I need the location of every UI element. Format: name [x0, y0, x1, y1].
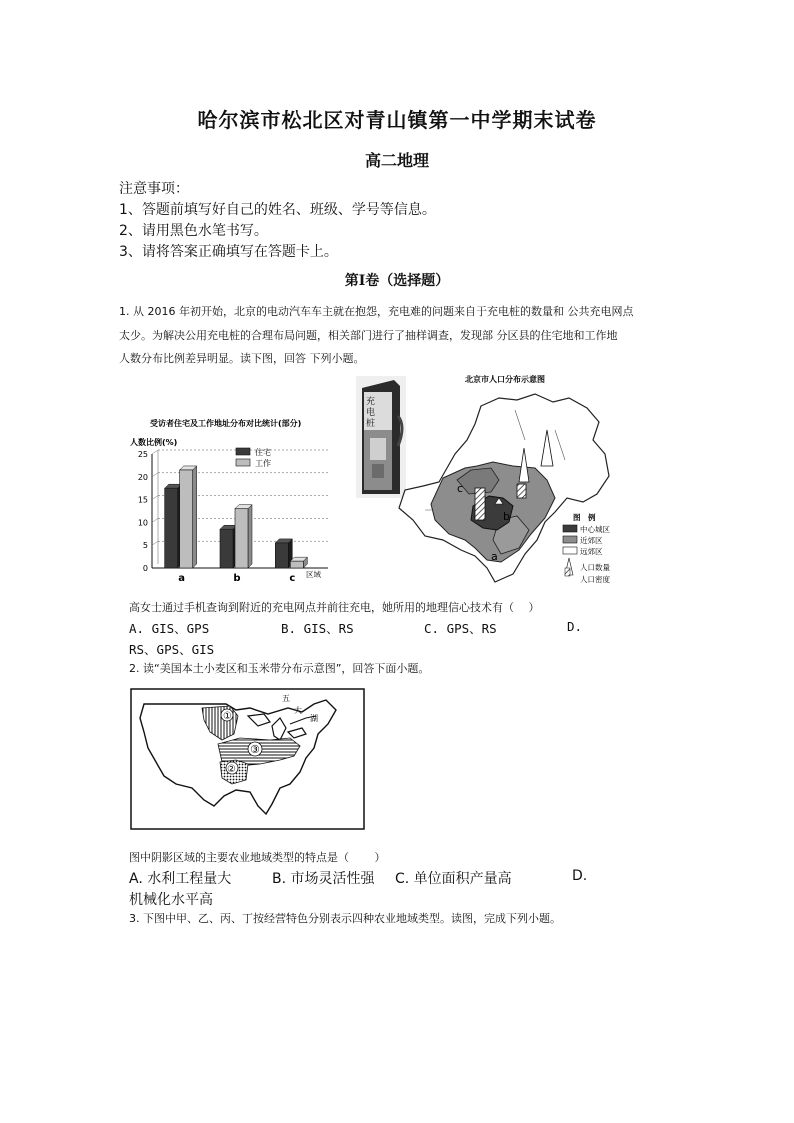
legend-pop-density: 人口密度	[580, 575, 610, 584]
chart-bar-a-residence	[165, 488, 178, 568]
chart-bar-b-work	[235, 509, 248, 568]
us-label-five: 五	[282, 694, 290, 703]
q1-question: 高女士通过手机查询到附近的充电网点并前往充电，她所用的地理信心技术有（ ）	[129, 601, 540, 614]
q1-option-a[interactable]: A. GIS、GPS	[129, 621, 210, 636]
chart-y-tick: 10	[137, 518, 148, 528]
chart-bar-c-work	[290, 561, 303, 568]
legend-far-suburb: 远郊区	[580, 547, 603, 556]
q2-option-a[interactable]: A. 水利工程量大	[129, 871, 232, 887]
chart-bar-side	[193, 466, 197, 568]
us-agriculture-map	[130, 688, 366, 830]
q2-question: 图中阴影区域的主要农业地域类型的特点是（ ）	[129, 851, 386, 864]
chart-legend-swatch	[236, 459, 250, 466]
charger-label-3: 桩	[366, 419, 376, 429]
beijing-map-legend	[563, 512, 610, 584]
us-label-big: 大	[294, 706, 302, 715]
chart-legend-label: 住宅	[255, 448, 271, 457]
chart-y-tick: 0	[142, 564, 148, 573]
q1-stem-line-3: 人数分布比例差异明显。读下图，回答 下列小题。	[119, 352, 365, 365]
q1-option-d-text[interactable]: RS、GPS、GIS	[129, 642, 215, 657]
chart-bar-c-residence	[275, 543, 288, 568]
chart-category-label: a	[178, 573, 186, 584]
us-label-1: ①	[223, 711, 232, 722]
us-label-2: ②	[227, 764, 236, 775]
chart-category-label: b	[233, 573, 241, 584]
q2-option-d[interactable]: D.	[572, 868, 588, 884]
charger-label-1: 充	[366, 397, 376, 407]
q2-option-b[interactable]: B. 市场灵活性强	[272, 871, 375, 887]
q2-option-d-text[interactable]: 机械化水平高	[129, 892, 213, 908]
q1-option-b[interactable]: B. GIS、RS	[281, 621, 354, 636]
exam-title: 哈尔滨市松北区对青山镇第一中学期末试卷	[197, 108, 597, 132]
q1-option-d[interactable]: D.	[567, 619, 583, 634]
bar-chart	[128, 412, 338, 587]
notice-heading: 注意事项：	[119, 181, 189, 197]
legend-heading: 图 例	[573, 513, 596, 522]
beijing-label-a: a	[491, 550, 498, 563]
chart-legend-swatch	[236, 448, 250, 455]
beijing-map-title: 北京市人口分布示意图	[465, 375, 545, 384]
q2-option-c[interactable]: C. 单位面积产量高	[395, 871, 512, 887]
chart-category-label: c	[289, 573, 296, 584]
notice-item-3: 3、请将答案正确填写在答题卡上。	[119, 244, 338, 260]
chart-title: 受访者住宅及工作地址分布对比统计(部分)	[150, 419, 302, 428]
chart-y-tick: 25	[137, 450, 148, 459]
beijing-label-c: c	[457, 482, 464, 495]
chart-xlabel: 区域	[306, 570, 321, 579]
us-label-lake: 湖	[310, 714, 318, 723]
q1-stem-line-2: 太少。为解决公用充电桩的合理布局问题，相关部门进行了抽样调查，发现部 分区县的住宅地和工作地	[119, 329, 618, 342]
chart-y-tick: 20	[137, 472, 148, 482]
charger-label-2: 电	[366, 408, 376, 418]
chart-ylabel: 人数比例(%)	[130, 438, 178, 447]
q1-option-c[interactable]: C. GPS、RS	[424, 621, 497, 636]
beijing-population-map	[395, 370, 635, 592]
chart-bar-side	[248, 505, 252, 568]
legend-near-suburb: 近郊区	[580, 536, 603, 545]
legend-central: 中心城区	[580, 525, 610, 534]
section-title: 第I卷（选择题）	[344, 273, 450, 289]
q3-stem: 3. 下图中甲、乙、丙、丁按经营特色分别表示四种农业地域类型。读图，完成下列小题。	[129, 912, 561, 925]
exam-subject: 高二地理	[364, 151, 429, 170]
q1-stem-line-1: 1. 从 2016 年初开始，北京的电动汽车车主就在抱怨，充电难的问题来自于充电桩的数量和 公共充电网点	[119, 305, 634, 318]
chart-bar-a-work	[180, 470, 193, 568]
beijing-label-b: b	[503, 510, 510, 523]
chart-bar-b-residence	[220, 529, 233, 568]
chart-y-tick: 5	[142, 541, 148, 551]
legend-pop-count: 人口数量	[580, 563, 610, 572]
notice-item-1: 1、答题前填写好自己的姓名、班级、学号等信息。	[119, 202, 436, 218]
chart-legend-label: 工作	[255, 459, 271, 468]
chart-y-tick: 15	[137, 495, 148, 505]
q2-stem: 2. 读“美国本土小麦区和玉米带分布示意图”，回答下面小题。	[129, 662, 430, 675]
notice-item-2: 2、请用黑色水笔书写。	[119, 223, 268, 239]
us-label-3: ③	[250, 743, 260, 756]
